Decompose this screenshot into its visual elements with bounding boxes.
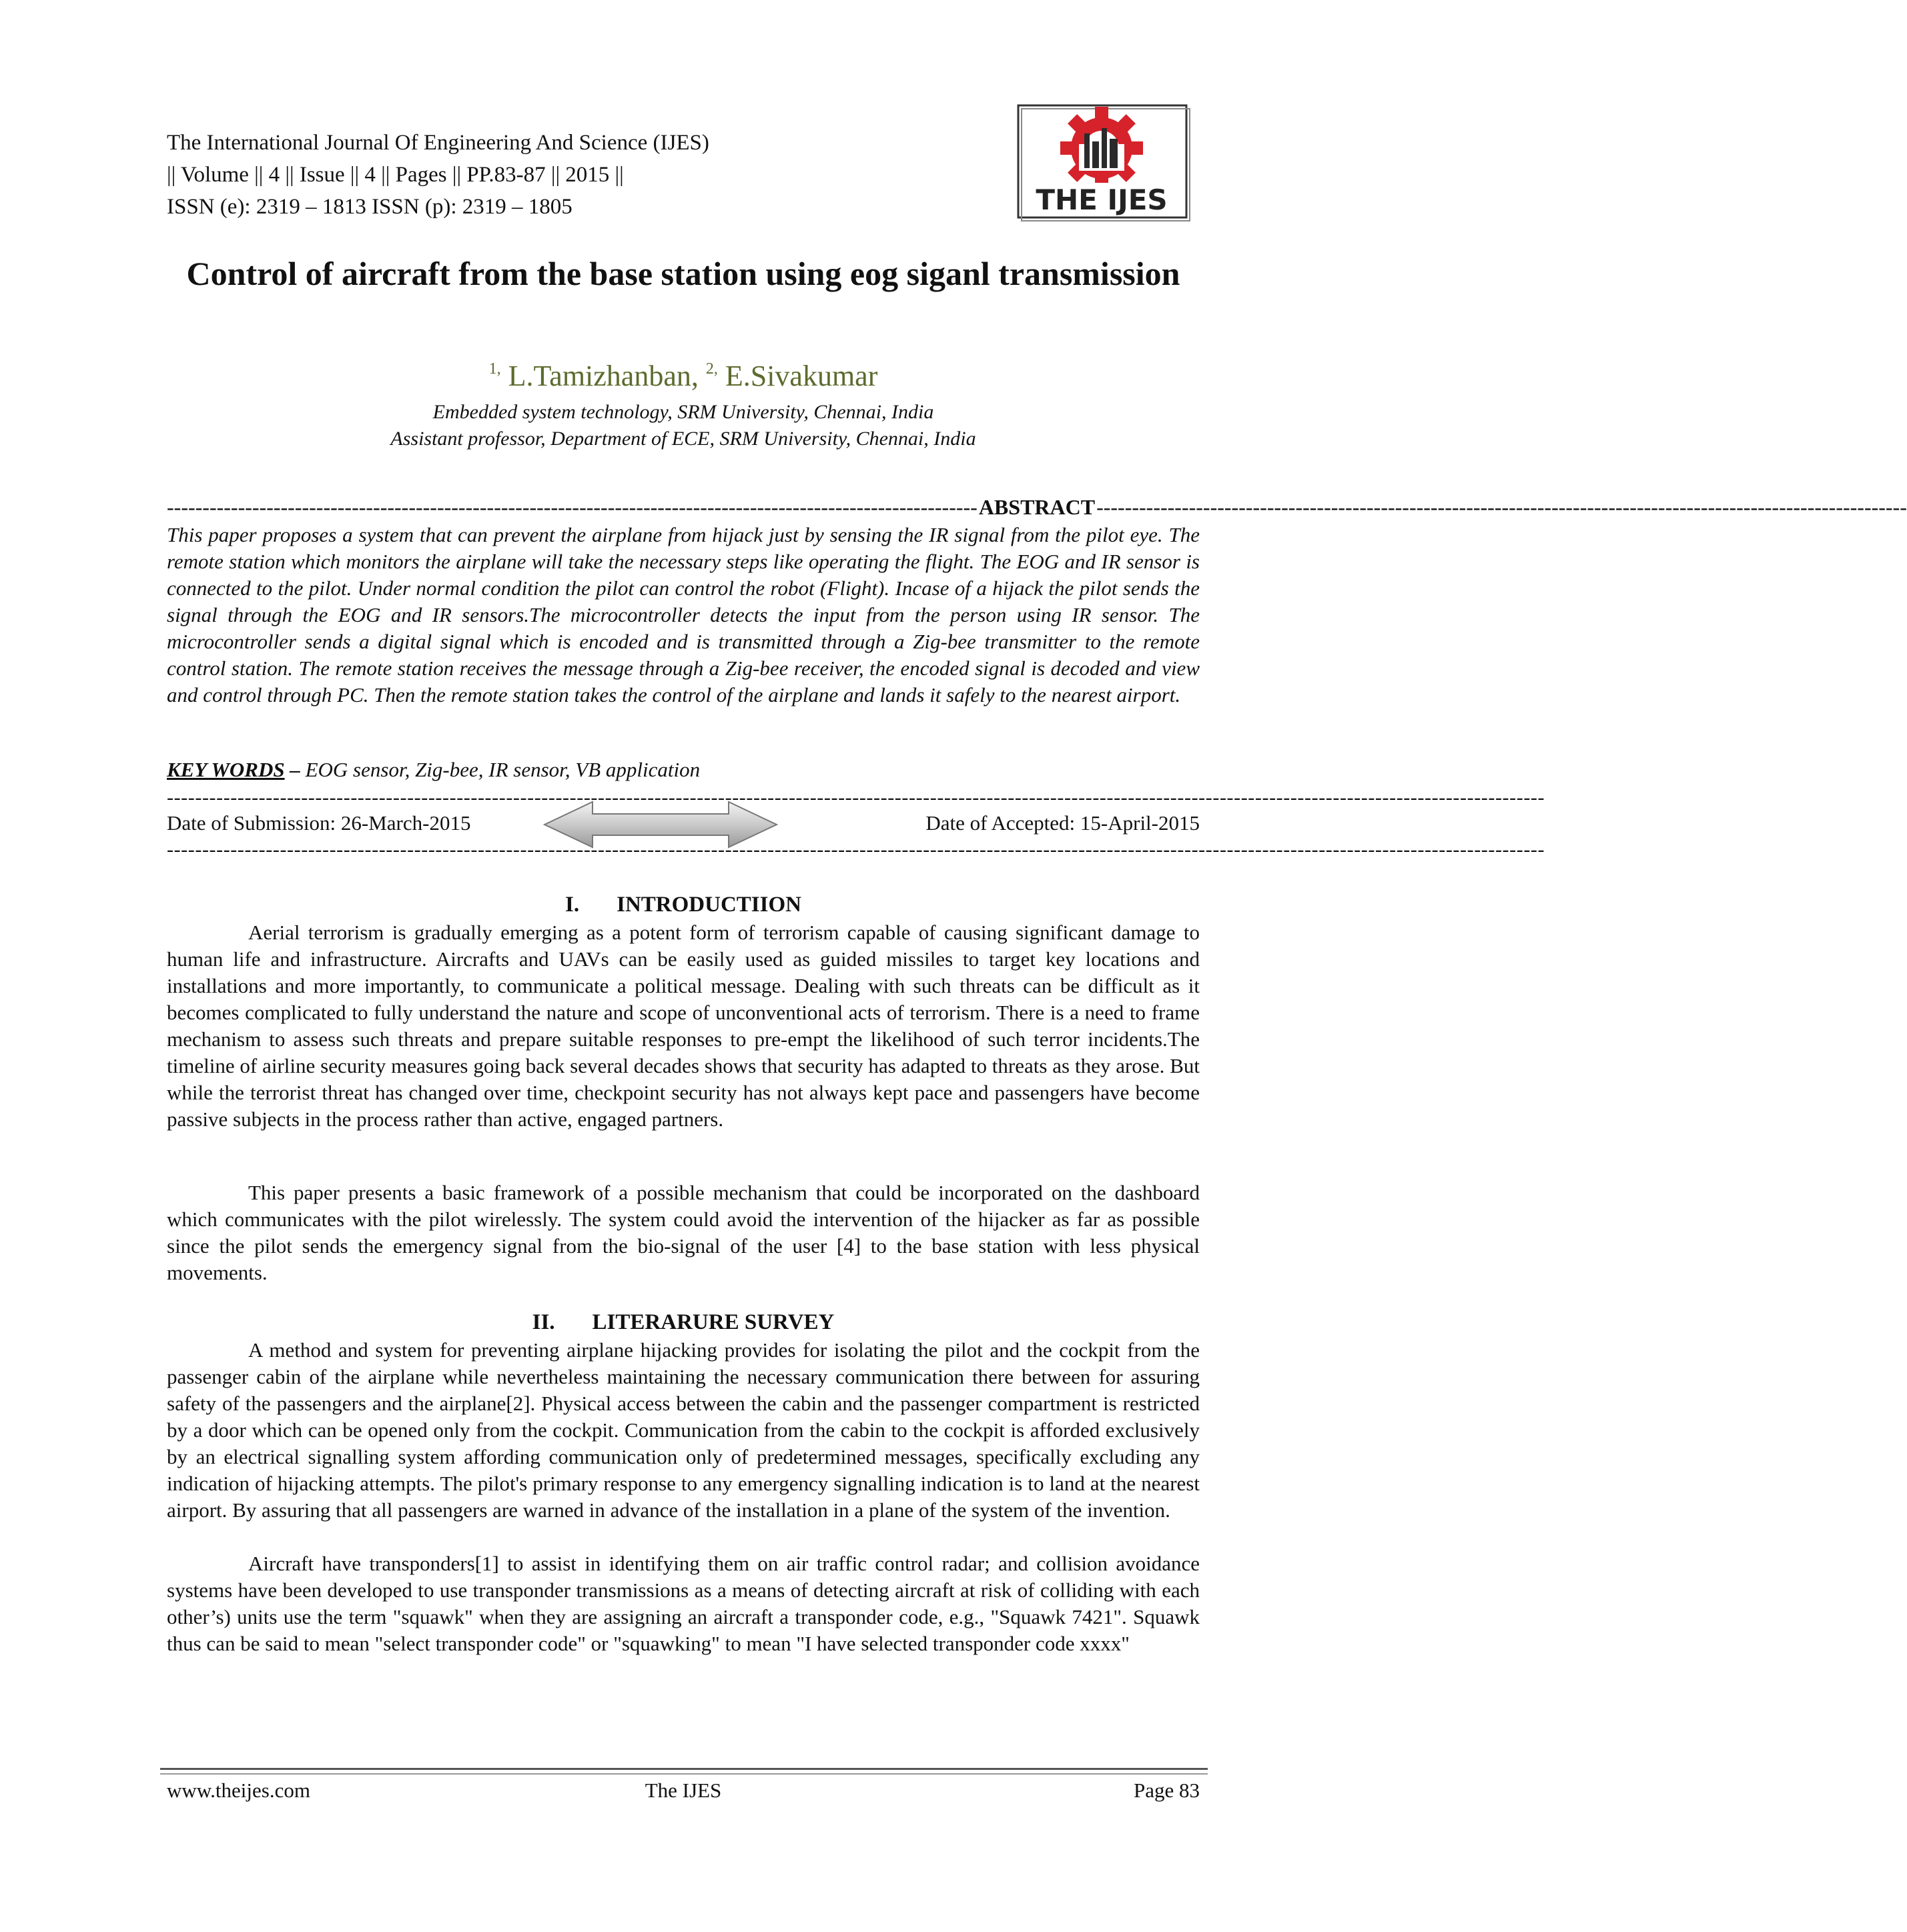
section-2-number: II. <box>532 1310 555 1334</box>
section-1-paragraph-2: This paper presents a basic framework of a possible mechanism that could be incorporated on the dashboard which communicates with the pilot wirelessly. The system could avoid the intervention of the hijacker as far as possible since the pilot sends the emergency signal from the bio-signal of the user [4] to the base station with less physical movements. <box>167 1181 1200 1284</box>
author1-sup: 1, <box>488 360 501 378</box>
dash-rule-right: ------------------------------------------------------------------------------------------------------------------ <box>1096 495 1907 519</box>
footer-page-number: Page 83 <box>1133 1779 1200 1802</box>
dash-rule-bottom: --------------------------------------------------------------------------------------------------------------------------------------------------------------------------------------------------- <box>167 839 1545 861</box>
section-2-paragraph-1: A method and system for preventing airplane hijacking provides for isolating the pilot and the cockpit from the passenger cabin of the airplane while nevertheless maintaining the necessary communication there between for assuring safety of the passengers and the airplane[2]. Physical access between the cabin and the passenger compartment is restricted by a door which can be opened only from the cockpit. Communication from the cabin to the cockpit is afforded exclusively by an electrical signalling system affording communication only of predetermined messages, specifically excluding any indication of hijacking attempts. The pilot's primary response to any emergency signalling indication is to land at the nearest airport. By assuring that all passengers are warned in advance of the installation in a plane of the system of the invention. <box>167 1338 1200 1522</box>
volume-line: || Volume || 4 || Issue || 4 || Pages || PP.83-87 || 2015 || <box>167 163 624 187</box>
keywords-text: EOG sensor, Zig-bee, IR sensor, VB application <box>305 758 701 781</box>
footer-website[interactable]: www.theijes.com <box>167 1779 310 1802</box>
footer-journal: The IJES <box>645 1779 722 1802</box>
accepted-date: Date of Accepted: 15-April-2015 <box>925 811 1200 835</box>
dash-rule-left: ------------------------------------------------------------------------------------------------------------------ <box>167 495 978 519</box>
section-1-paragraph-1: Aerial terrorism is gradually emerging as a potent form of terrorism capable of causing significant damage to human life and infrastructure. Aircrafts and UAVs can be easily used as guided missiles to target key locations and installations and more importantly, to communicate a political message. Dealing with such threats can be difficult as it becomes complicated to fully understand the nature and scope of unconventional acts of terrorism. There is a need to frame mechanism to assess such threats and prepare suitable responses to pre-empt the likelihood of such terror incidents.The timeline of airline security measures going back several decades shows that security has adapted to threats as they arose. But while the terrorist threat has changed over time, checkpoint security has not always kept pace and passengers have become passive subjects in the process rather than active, engaged partners. <box>167 921 1200 1131</box>
paper-title: Control of aircraft from the base station using eog siganl transmission <box>186 255 1180 292</box>
author2-sup: 2, <box>705 360 718 378</box>
abstract-heading: ABSTRACT <box>978 495 1096 519</box>
abstract-heading-line <box>167 494 1907 520</box>
section-2-paragraph-2: Aircraft have transponders[1] to assist in identifying them on air traffic control radar; and collision avoidance systems have been developed to use transponder transmissions as a means of detecting aircraft at risk of colliding with each other’s) units use the term "squawk" when they are assigning an aircraft a transponder code, e.g., "Squawk 7421". Squawk thus can be said to mean "select transponder code" or "squawking" to mean "I have selected transponder code xxxx" <box>167 1552 1200 1655</box>
affiliation-1: Embedded system technology, SRM University, Chennai, India <box>432 401 934 423</box>
journal-name: The International Journal Of Engineering And Science (IJES) <box>167 131 709 155</box>
journal-header <box>167 127 709 223</box>
submission-date: Date of Submission: 26-March-2015 <box>167 811 471 835</box>
section-1-title: INTRODUCTIION <box>617 893 801 917</box>
dash-rule-top: --------------------------------------------------------------------------------------------------------------------------------------------------------------------------------------------------- <box>167 787 1545 809</box>
author2-name: E.Sivakumar <box>725 360 878 392</box>
section-1-number: I. <box>565 893 580 917</box>
authors <box>167 359 1200 393</box>
affiliation-2: Assistant professor, Department of ECE, SRM University, Chennai, India <box>390 428 976 450</box>
logo-text: THE IJES <box>1036 183 1168 216</box>
keywords-label: KEY WORDS <box>167 758 285 781</box>
section-2-title: LITERARURE SURVEY <box>592 1310 835 1334</box>
footer-rule <box>160 1768 1208 1775</box>
ijes-logo <box>1014 101 1189 220</box>
affiliations <box>167 399 1200 452</box>
keywords-separator: – <box>284 758 306 781</box>
keywords <box>167 757 1200 783</box>
section-2-heading <box>167 1308 1200 1337</box>
issn-line: ISSN (e): 2319 – 1813 ISSN (p): 2319 – 1805 <box>167 195 573 219</box>
ijes-logo-icon <box>1014 101 1189 220</box>
abstract-text: This paper proposes a system that can prevent the airplane from hijack just by sensing the IR signal from the pilot eye. The remote station which monitors the airplane will take the necessary steps like operating the flight. The EOG and IR sensor is connected to the pilot. Under normal condition the pilot can control the robot (Flight). Incase of a hijack the pilot sends the signal through the EOG and IR sensors.The microcontroller detects the input from the person using IR sensor. The microcontroller sends a digital signal which is encoded and is transmitted through a Zig-bee transmitter to the remote control station. The remote station receives the message through a Zig-bee receiver, the encoded signal is decoded and view and control through PC. Then the remote station takes the control of the airplane and lands it safely to the nearest airport. <box>167 523 1200 706</box>
section-1-heading <box>167 890 1200 919</box>
author1-name: L.Tamizhanban, <box>508 360 699 392</box>
